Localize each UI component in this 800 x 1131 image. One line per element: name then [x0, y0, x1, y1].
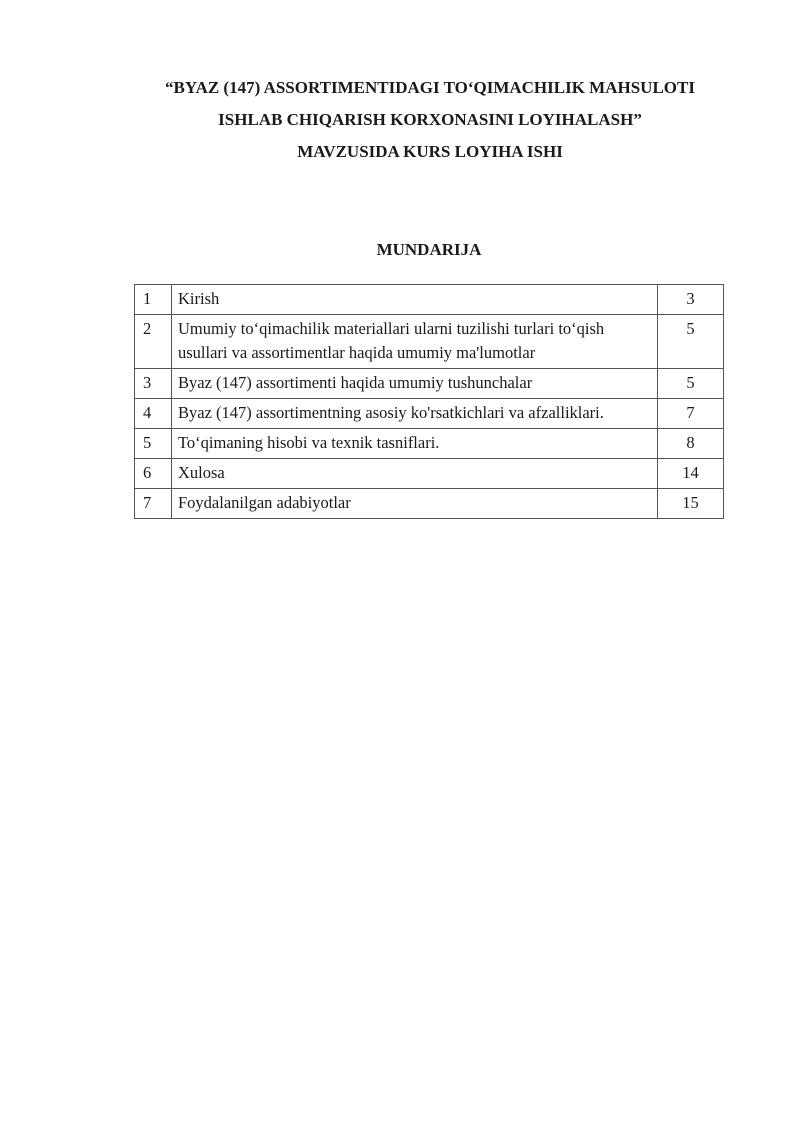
toc-row-page: 15 [658, 489, 724, 519]
toc-row-page: 3 [658, 285, 724, 315]
title-line-2: ISHLAB CHIQARISH KORXONASINI LOYIHALASH” [218, 110, 642, 129]
toc-row-number: 2 [135, 315, 172, 369]
title-line-1: “BYAZ (147) ASSORTIMENTIDAGI TO‘QIMACHILIK MAHSULOTI [165, 78, 695, 97]
toc-row [135, 489, 724, 519]
document-title [60, 72, 800, 168]
toc-row-title: Foydalanilgan adabiyotlar [172, 489, 658, 519]
title-line-3: MAVZUSIDA KURS LOYIHA ISHI [297, 142, 563, 161]
toc-table [134, 284, 724, 519]
toc-row-title: Kirish [172, 285, 658, 315]
toc-row-title: Xulosa [172, 459, 658, 489]
toc-row [135, 399, 724, 429]
toc-row-number: 7 [135, 489, 172, 519]
toc-row-page: 14 [658, 459, 724, 489]
toc-row-page: 5 [658, 315, 724, 369]
toc-row-number: 5 [135, 429, 172, 459]
toc-row-number: 4 [135, 399, 172, 429]
toc-row [135, 429, 724, 459]
toc-row-title: Byaz (147) assortimentning asosiy ko'rsatkichlari va afzalliklari. [172, 399, 658, 429]
toc-row-number: 3 [135, 369, 172, 399]
toc-row [135, 369, 724, 399]
toc-row-title: To‘qimaning hisobi va texnik tasniflari. [172, 429, 658, 459]
toc-row [135, 285, 724, 315]
toc-row-number: 1 [135, 285, 172, 315]
toc-row [135, 459, 724, 489]
toc-heading: MUNDARIJA [376, 240, 482, 259]
toc-row-title: Byaz (147) assortimenti haqida umumiy tushunchalar [172, 369, 658, 399]
toc-row-title: Umumiy to‘qimachilik materiallari ularni tuzilishi turlari to‘qish usullari va assortimentlar haqida umumiy ma'lumotlar [172, 315, 658, 369]
toc-row-page: 7 [658, 399, 724, 429]
toc-row-page: 8 [658, 429, 724, 459]
toc-row-page: 5 [658, 369, 724, 399]
toc-row [135, 315, 724, 369]
toc-row-number: 6 [135, 459, 172, 489]
